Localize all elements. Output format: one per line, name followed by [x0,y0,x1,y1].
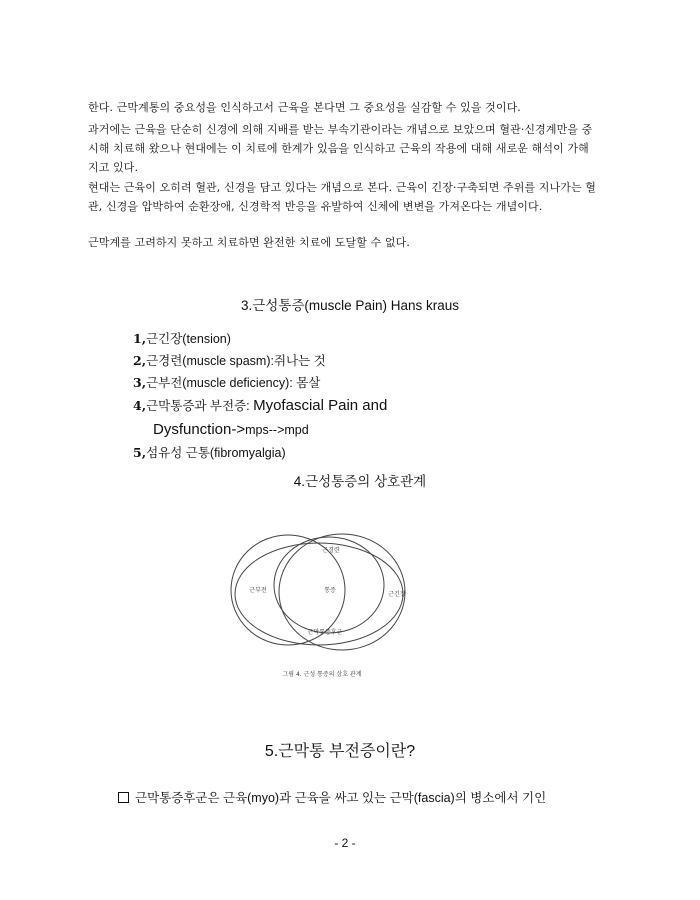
list-item [133,328,387,350]
venn-diagram [0,530,700,730]
list-item-number: 2, [133,353,147,368]
paragraph-2: 과거에는 근육을 단순히 신경에 의해 지배를 받는 부속기관이라는 개념으로 보았으며 혈관·신경계만을 중시해 치료해 왔으나 현대에는 이 치료에 한계가 있음을 인식하고 근육의 작용에 대해 새로운 해석이 가해지고 있다. [88,123,593,174]
venn-label-mps: 근막통증후군 [307,629,343,636]
muscle-pain-list [133,328,387,464]
paragraph-3: 현대는 근육이 오히려 혈관, 신경을 담고 있다는 개념으로 본다. 근육이 긴장·구축되면 주위를 지나가는 혈관, 신경을 압박하여 순환장애, 신경학적 반응을 유발하여 신체에 변변을 가져온다는 개념이다. [88,181,597,213]
list-item-number: 3, [133,375,147,390]
list-item-continuation [133,418,387,442]
paragraph-1: 한다. 근막계통의 중요성을 인식하고서 근육을 본다면 그 중요성을 실감할 수 있을 것이다. [88,101,521,114]
list-item-text: 섬유성 근통(fibromyalgia) [146,446,286,460]
list-item-text: 근막통증과 부전증: [146,399,254,413]
venn-label-tension: 근긴장 [388,591,406,598]
checkbox-bullet-icon [118,792,129,803]
venn-label-pain: 통증 [324,587,336,594]
list-item-text: mps-->mpd [245,423,309,437]
bullet-paragraph [118,788,546,806]
list-item [133,442,387,464]
venn-label-deficiency: 근부전 [249,587,267,594]
list-item-text: 근긴장(tension) [146,332,231,346]
list-item-number: 4, [133,398,147,413]
list-item-emphasis: Myofascial Pain and [253,397,388,414]
section-5-title: 5.근막통 부전증이란? [264,743,416,760]
list-item [133,394,387,418]
list-item-number: 1, [133,331,147,346]
bullet-text: 근막통증후군은 근육(myo)과 근육을 싸고 있는 근막(fascia)의 병소에서 기인 [135,791,547,805]
figure-caption: 그림 4. 근성 통증의 상호 관계 [282,671,362,678]
venn-label-spasm: 근경련 [322,547,340,554]
section-3-title: 3.근성통증(muscle Pain) Hans kraus [241,298,459,313]
list-item-text: 근부전(muscle deficiency): 몸살 [146,376,321,390]
page-number: - 2 - [334,836,356,850]
list-item-text: 근경련(muscle spasm):쥐나는 것 [146,354,326,368]
list-item [133,372,387,394]
section-4-title: 4.근성통증의 상호관계 [293,474,427,489]
list-item [133,350,387,372]
paragraph-4: 근막계를 고려하지 못하고 치료하면 완전한 치료에 도달할 수 없다. [88,236,410,249]
list-item-number: 5, [133,445,147,460]
list-item-emphasis: Dysfunction-> [153,421,246,438]
